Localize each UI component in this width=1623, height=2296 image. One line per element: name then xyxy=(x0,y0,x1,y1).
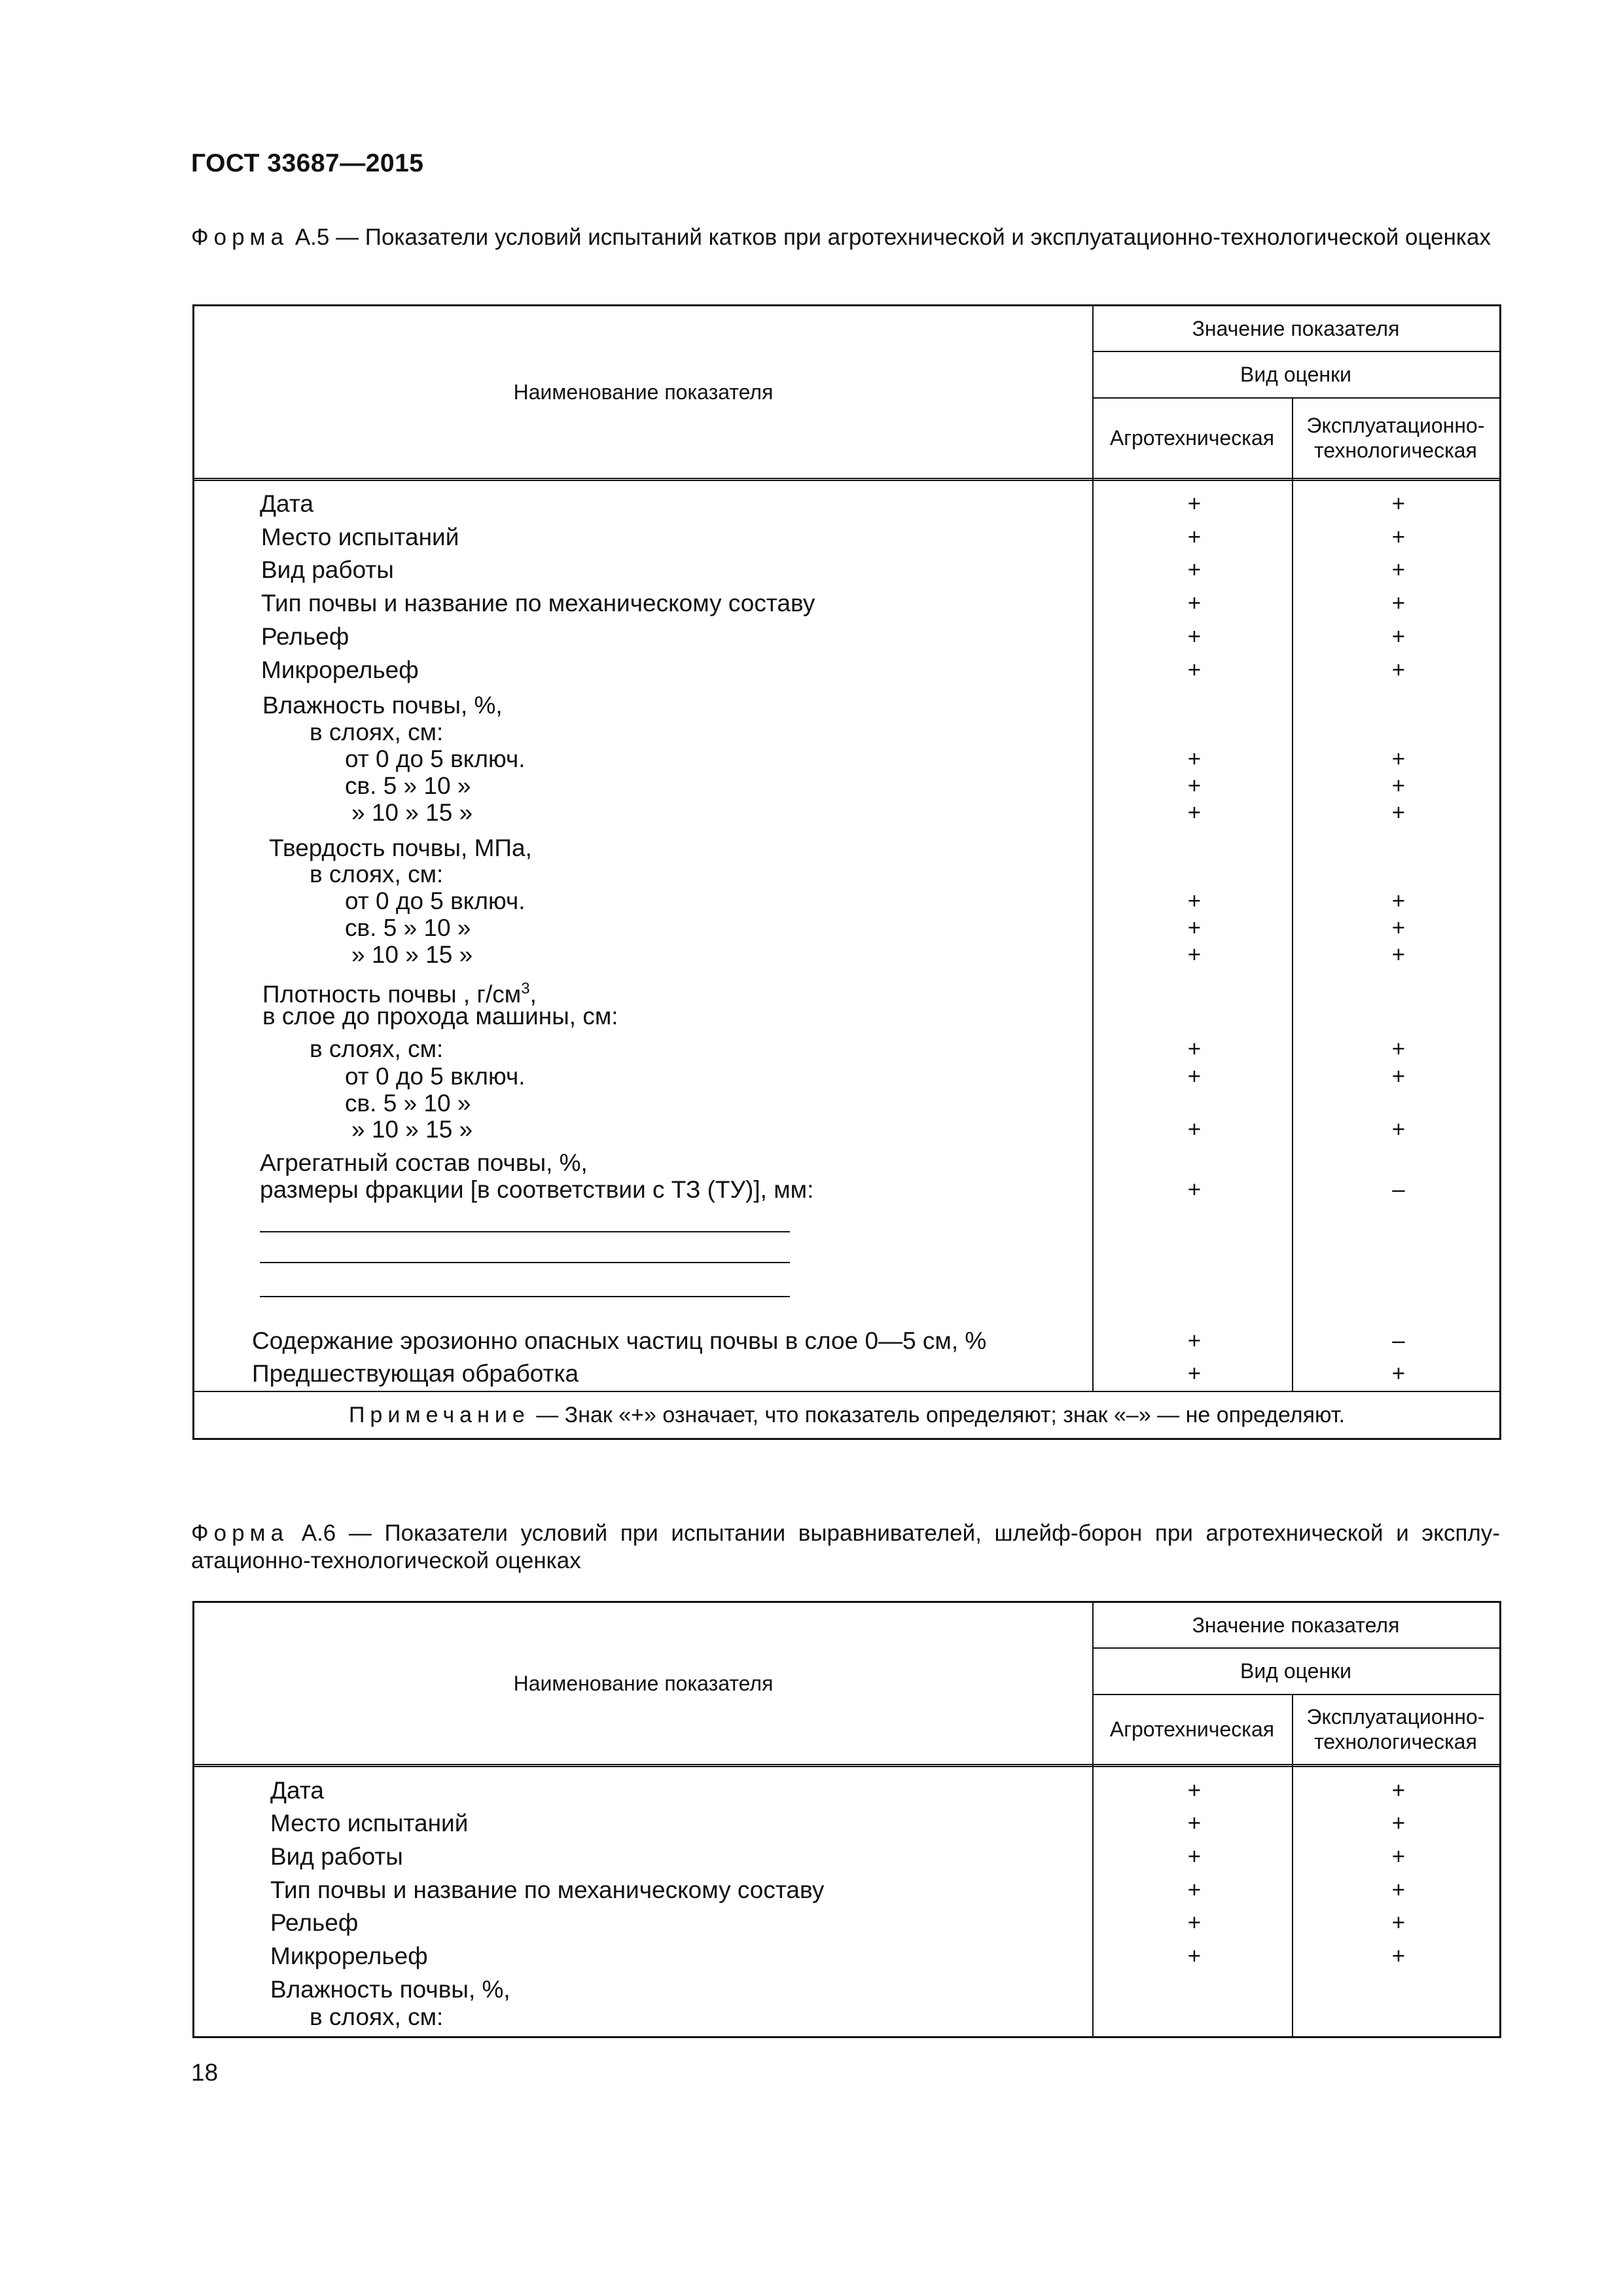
mark-exploit: + xyxy=(1391,1943,1406,1969)
data-table-a5 xyxy=(192,304,1501,1440)
row-label: Агрегатный состав почвы, %, xyxy=(260,1149,588,1176)
column-header-name: Наименование показателя xyxy=(513,1672,774,1695)
mark-agro: + xyxy=(1187,1943,1202,1969)
mark-agro: + xyxy=(1187,1177,1202,1202)
table-row xyxy=(194,1325,1499,1357)
column-header-value: Значение показателя xyxy=(1192,317,1400,340)
mark-exploit: + xyxy=(1391,800,1406,825)
row-label: от 0 до 5 включ. xyxy=(345,745,526,772)
column-header-kind: Вид оценки xyxy=(1240,362,1351,386)
column-header-exploit: Эксплуатационно-технологическая xyxy=(1306,413,1485,462)
row-label: » 10 » 15 » xyxy=(351,941,473,968)
form-label: Форма xyxy=(191,1520,289,1546)
form-label: Форма xyxy=(191,224,289,250)
table-row xyxy=(194,654,1499,687)
row-label: Влажность почвы, %, xyxy=(270,1976,510,2003)
row-label: в слоях, см: xyxy=(310,861,444,888)
column-header-agro: Агротехническая xyxy=(1109,1717,1275,1741)
column-header-agro: Агротехническая xyxy=(1109,425,1275,450)
column-header-value: Значение показателя xyxy=(1192,1613,1400,1637)
document-header: ГОСТ 33687—2015 xyxy=(191,149,424,177)
row-label: Вид работы xyxy=(261,556,394,583)
row-label: Влажность почвы, %, xyxy=(262,692,503,719)
table-caption xyxy=(191,224,1500,251)
row-label: Твердость почвы, МПа, xyxy=(269,834,532,861)
table-row xyxy=(194,488,1499,520)
row-label: Дата xyxy=(260,490,313,517)
column-header-kind: Вид оценки xyxy=(1240,1659,1351,1683)
mark-exploit: + xyxy=(1391,1036,1406,1062)
header-separator xyxy=(194,1764,1499,1767)
mark-agro: + xyxy=(1187,1810,1202,1836)
row-label: от 0 до 5 включ. xyxy=(345,1063,526,1090)
table-row xyxy=(194,1940,1499,1973)
header-separator xyxy=(194,478,1499,481)
mark-agro: + xyxy=(1187,524,1202,550)
mark-agro: + xyxy=(1187,773,1202,798)
blank-fill-line xyxy=(260,1296,790,1297)
note-text: — Знак «+» означает, что показатель определяют; знак «–» — не определяют. xyxy=(536,1403,1346,1427)
row-label: св. 5 » 10 » xyxy=(345,914,471,941)
data-table-a6 xyxy=(192,1601,1501,2038)
row-label: от 0 до 5 включ. xyxy=(345,888,526,914)
table-note xyxy=(194,1402,1499,1428)
row-label: Дата xyxy=(270,1777,324,1804)
table-row xyxy=(194,939,1499,971)
mark-agro: + xyxy=(1187,1910,1202,1935)
mark-agro: + xyxy=(1187,1064,1202,1089)
superscript: 3 xyxy=(521,980,530,997)
mark-exploit: + xyxy=(1391,773,1406,798)
mark-agro: + xyxy=(1187,1778,1202,1803)
mark-exploit: + xyxy=(1391,657,1406,683)
mark-exploit: – xyxy=(1392,1177,1405,1202)
row-label: размеры фракции [в соответствии с ТЗ (ТУ)], мм: xyxy=(260,1176,814,1203)
mark-agro: + xyxy=(1187,590,1202,616)
mark-exploit: + xyxy=(1391,491,1406,516)
caption-text: А.5 — Показатели условий испытаний катков при агротехнической и эксплуатационно-технологической оценках xyxy=(294,224,1491,250)
row-label: Тип почвы и название по механическому составу xyxy=(270,1876,825,1903)
mark-exploit: + xyxy=(1391,557,1406,583)
page-number: 18 xyxy=(191,2059,219,2086)
row-label: Содержание эрозионно опасных частиц почвы в слое 0—5 см, % xyxy=(252,1327,987,1354)
mark-exploit: + xyxy=(1391,746,1406,772)
table-row xyxy=(194,1774,1499,1807)
table-row xyxy=(194,797,1499,829)
table-row xyxy=(194,1840,1499,1873)
mark-agro: + xyxy=(1187,624,1202,649)
table-row xyxy=(194,521,1499,554)
table-row xyxy=(194,1357,1499,1390)
mark-agro: + xyxy=(1187,1117,1202,1142)
mark-exploit: + xyxy=(1391,1117,1406,1142)
mark-agro: + xyxy=(1187,557,1202,583)
table-caption xyxy=(191,1520,1500,1575)
row-label: в слоях, см: xyxy=(310,2003,444,2030)
row-label: в слоях, см: xyxy=(310,719,444,745)
row-label: Место испытаний xyxy=(261,524,459,550)
mark-exploit: + xyxy=(1391,888,1406,914)
table-row xyxy=(194,2001,1499,2034)
mark-exploit: + xyxy=(1391,1910,1406,1935)
mark-agro: + xyxy=(1187,1361,1202,1386)
row-label: в слое до прохода машины, см: xyxy=(262,1003,618,1030)
row-label: » 10 » 15 » xyxy=(351,799,473,826)
table-row xyxy=(194,1807,1499,1840)
mark-agro: + xyxy=(1187,746,1202,772)
blank-fill-line xyxy=(260,1231,790,1232)
mark-exploit: + xyxy=(1391,1064,1406,1089)
mark-exploit: – xyxy=(1392,1328,1405,1354)
mark-exploit: + xyxy=(1391,915,1406,941)
mark-agro: + xyxy=(1187,1844,1202,1869)
table-row xyxy=(194,1113,1499,1146)
mark-exploit: + xyxy=(1391,1810,1406,1836)
mark-agro: + xyxy=(1187,1036,1202,1062)
table-row xyxy=(194,1174,1499,1206)
row-label: Тип почвы и название по механическому составу xyxy=(261,590,815,617)
row-label: Место испытаний xyxy=(270,1810,469,1837)
mark-exploit: + xyxy=(1391,624,1406,649)
row-label: Микрорельеф xyxy=(270,1943,428,1969)
row-label: Рельеф xyxy=(261,623,349,650)
row-label: Рельеф xyxy=(270,1909,359,1936)
mark-agro: + xyxy=(1187,491,1202,516)
mark-exploit: + xyxy=(1391,1778,1406,1803)
row-label: Микрорельеф xyxy=(261,656,419,683)
mark-exploit: + xyxy=(1391,1844,1406,1869)
mark-exploit: + xyxy=(1391,1877,1406,1903)
column-header-exploit: Эксплуатационно-технологическая xyxy=(1306,1704,1485,1753)
mark-agro: + xyxy=(1187,800,1202,825)
row-label: » 10 » 15 » xyxy=(351,1116,473,1143)
table-row xyxy=(194,554,1499,586)
row-label: Предшествующая обработка xyxy=(252,1360,579,1387)
mark-agro: + xyxy=(1187,942,1202,967)
mark-agro: + xyxy=(1187,1877,1202,1903)
mark-exploit: + xyxy=(1391,942,1406,967)
note-separator xyxy=(194,1391,1499,1392)
row-label: св. 5 » 10 » xyxy=(345,772,471,799)
caption-text: А.6 — Показатели условий при испытании выравнивателей, шлейф-борон при агротехнической и эксплу-атационно-технологической оценках xyxy=(191,1520,1500,1573)
mark-exploit: + xyxy=(1391,1361,1406,1386)
table-row xyxy=(194,587,1499,620)
mark-agro: + xyxy=(1187,657,1202,683)
note-label: Примечание xyxy=(348,1403,530,1427)
row-label: Вид работы xyxy=(270,1843,403,1870)
mark-exploit: + xyxy=(1391,590,1406,616)
row-label: св. 5 » 10 » xyxy=(345,1090,471,1117)
column-header-name: Наименование показателя xyxy=(513,380,774,404)
mark-exploit: + xyxy=(1391,524,1406,550)
row-label: в слоях, см: xyxy=(310,1035,444,1062)
table-row xyxy=(194,1907,1499,1939)
mark-agro: + xyxy=(1187,915,1202,941)
mark-agro: + xyxy=(1187,888,1202,914)
mark-agro: + xyxy=(1187,1328,1202,1354)
table-row xyxy=(194,1000,1499,1033)
blank-fill-line xyxy=(260,1262,790,1263)
row-label: Плотность почвы , $г/см^3$, xyxy=(262,980,537,1008)
table-row xyxy=(194,620,1499,653)
table-row xyxy=(194,1874,1499,1907)
